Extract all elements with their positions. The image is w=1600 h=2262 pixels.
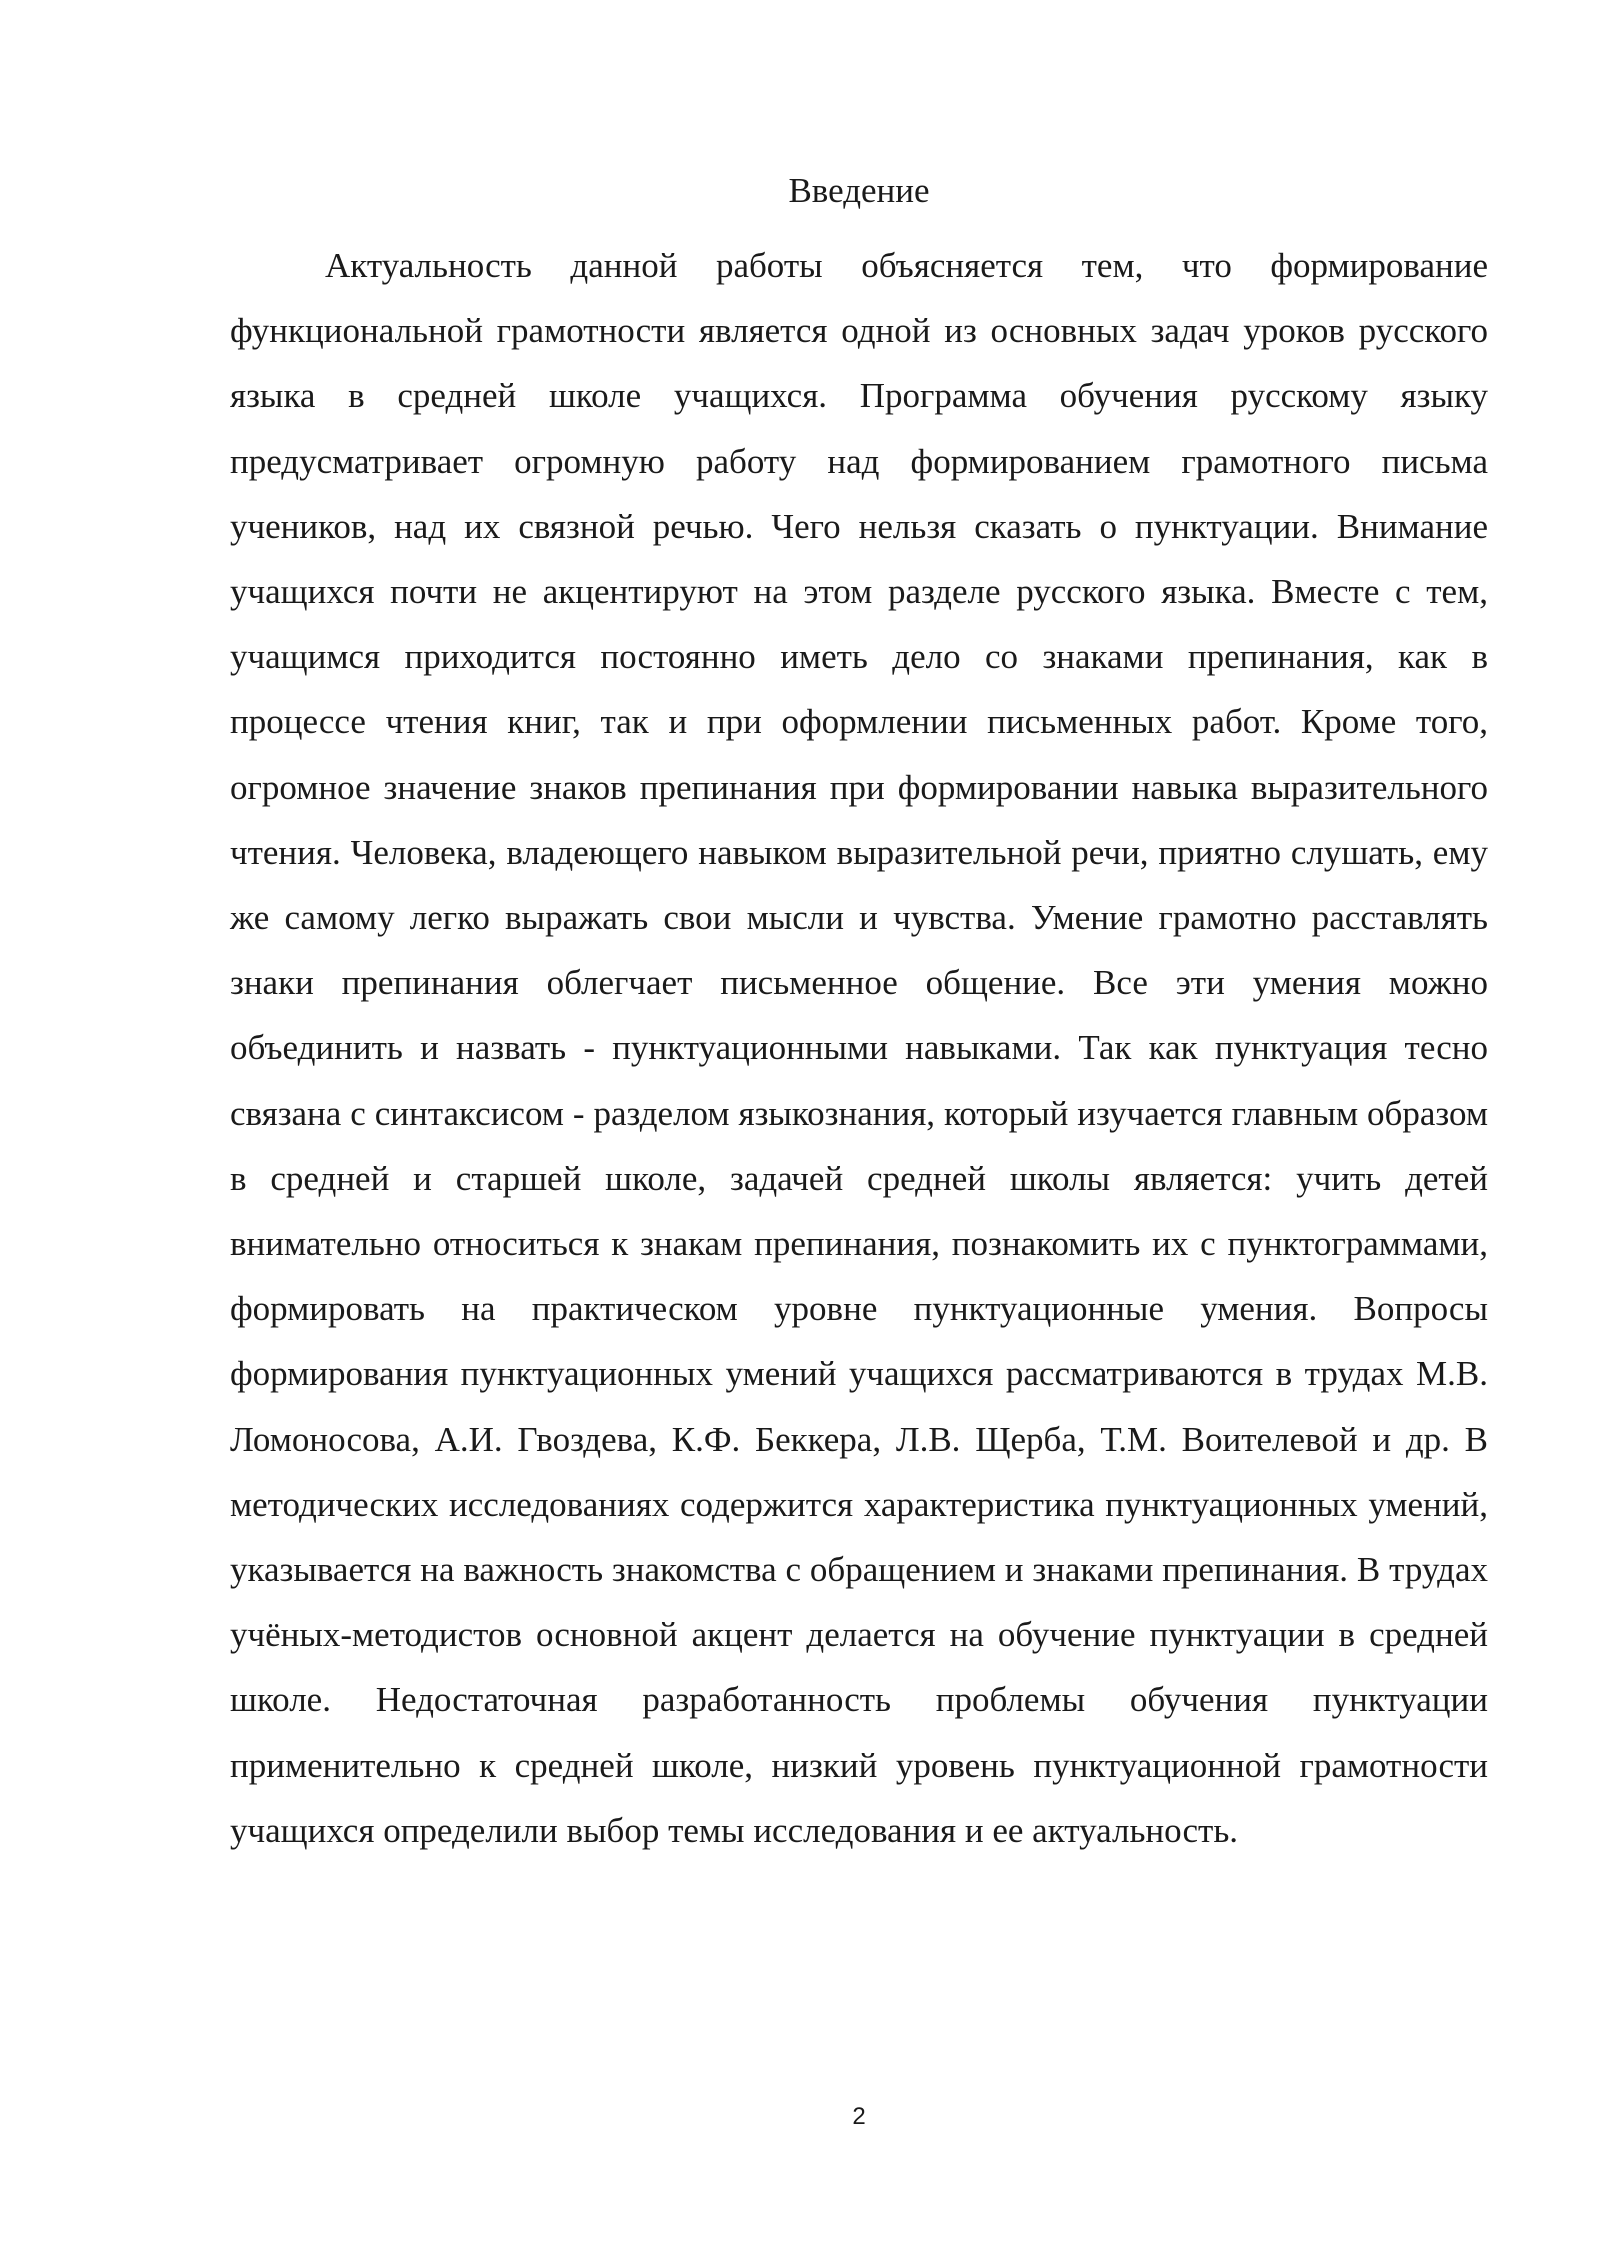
page-number: 2 (852, 2103, 866, 2130)
section-title: Введение (788, 171, 930, 210)
body-paragraph: Актуальность данной работы объясняется тем, что формирование функциональной грамотности является одной из основных задач уроков русского языка в средней школе учащихся. Программа обучения русскому языку предусматривает огромную работу над формированием грамотного письма учеников, над их связной речью. Чего нельзя сказать о пунктуации. Внимание учащихся почти не акцентируют на этом разделе русского языка. Вместе с тем, учащимся приходится постоянно иметь дело со знаками препинания, как в процессе чтения книг, так и при оформлении письменных работ. Кроме того, огромное значение знаков препинания при формировании навыка выразительного чтения. Человека, владеющего навыком выразительной речи, приятно слушать, ему же самому легко выражать свои мысли и чувства. Умение грамотно расставлять знаки препинания облегчает письменное общение. Все эти умения можно объединить и назвать - пунктуационными навыками. Так как пунктуация тесно связана с синтаксисом - разделом языкознания, который изучается главным образом в средней и старшей школе, задачей средней школы является: учить детей внимательно относиться к знакам препинания, познакомить их с пунктограммами, формировать на практическом уровне пунктуационные умения. Вопросы формирования пунктуационных умений учащихся рассматриваются в трудах М.В. Ломоносова, А.И. Гвоздева, К.Ф. Беккера, Л.В. Щерба, Т.М. Воителевой и др. В методических исследованиях содержится характеристика пунктуационных умений, указывается на важность знакомства с обращением и знаками препинания. В трудах учёных-методистов основной акцент делается на обучение пунктуации в средней школе. Недостаточная разработанность проблемы обучения пунктуации применительно к средней школе, низкий уровень пунктуационной грамотности учащихся определили выбор темы исследования и ее актуальность. (230, 246, 1488, 1850)
